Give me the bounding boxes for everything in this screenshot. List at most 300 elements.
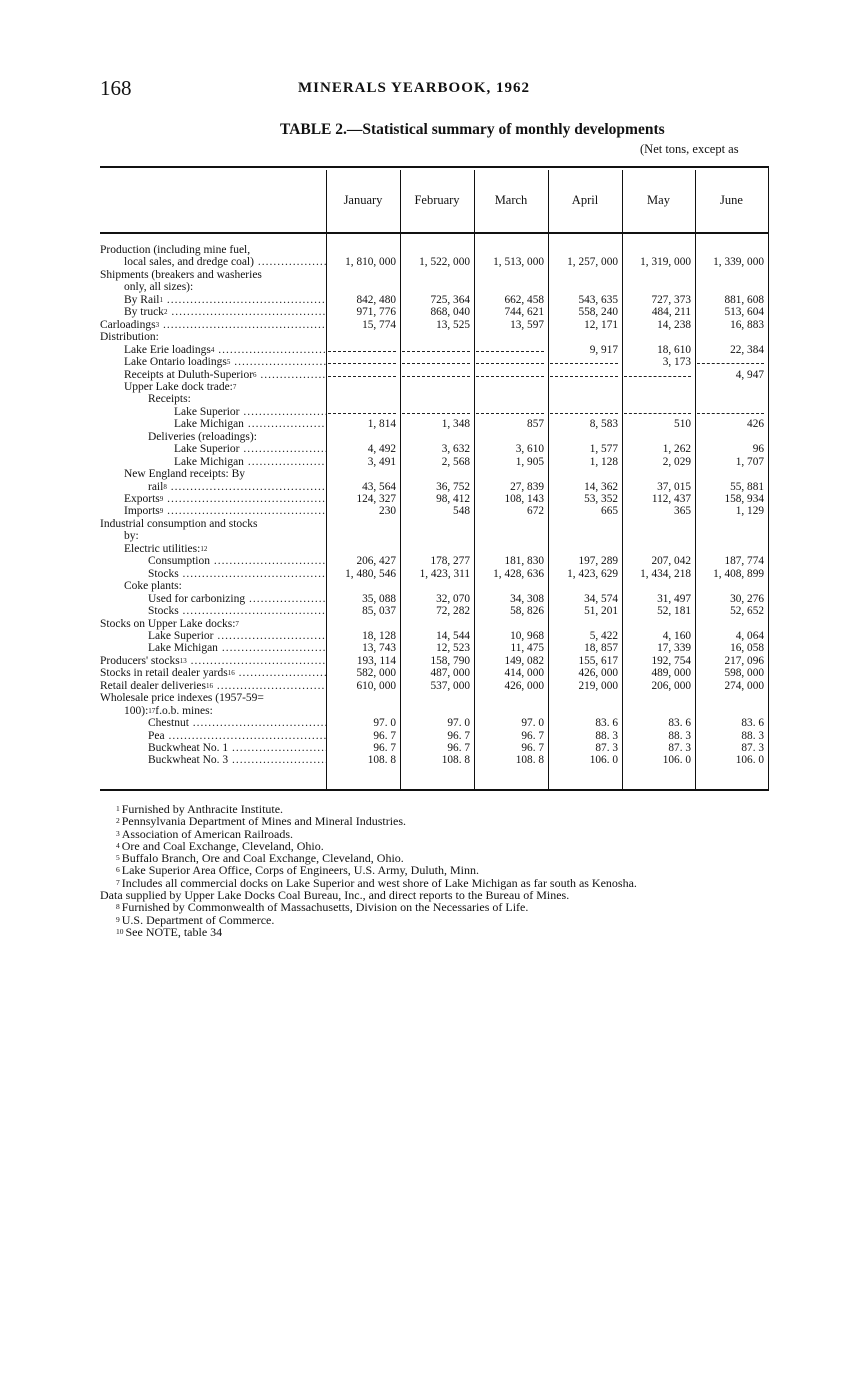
table-cell: 4, 064 — [735, 629, 764, 642]
table-cell: 13, 525 — [436, 318, 470, 331]
table-row — [100, 482, 768, 494]
table-cell: 725, 364 — [430, 293, 470, 306]
table-row — [100, 731, 768, 743]
table-cell: 206, 427 — [356, 555, 396, 568]
table-row — [100, 718, 768, 730]
row-label — [100, 668, 326, 680]
footnote-number: 4 — [116, 840, 120, 850]
table-cell: 96. 7 — [447, 742, 470, 754]
footnote-number: 3 — [116, 828, 120, 838]
table-cell: 96. 7 — [521, 742, 544, 754]
row-label-text: Industrial consumption and stocks — [100, 518, 258, 530]
table-cell: 207, 042 — [651, 555, 691, 568]
table-cell: 27, 839 — [510, 480, 544, 493]
table-row — [100, 706, 768, 718]
table-cell: 537, 000 — [430, 679, 470, 692]
footnote-text: See NOTE, table 34 — [125, 924, 223, 939]
row-label — [100, 755, 326, 767]
table-row — [100, 407, 768, 419]
table-cell: 426, 000 — [504, 679, 544, 692]
table-cell: 55, 881 — [730, 480, 764, 493]
empty-cell-leader — [550, 407, 618, 414]
row-label-text: By Rail — [124, 294, 160, 306]
table-cell: 53, 352 — [584, 493, 618, 505]
empty-cell-leader — [328, 407, 396, 414]
table-cell: 857 — [527, 418, 544, 431]
table-cell: 10, 968 — [510, 629, 544, 642]
table-cell: 2, 029 — [662, 455, 691, 468]
empty-cell-leader — [476, 357, 544, 364]
footnote-text: Association of American Railroads. — [121, 826, 294, 841]
table-cell: 219, 000 — [578, 679, 618, 692]
row-label — [100, 569, 326, 581]
row-label-text: Producers' stocks — [100, 655, 180, 667]
column-header: May — [647, 193, 670, 207]
table-cell: 37, 015 — [657, 480, 691, 493]
table-cell: 487, 000 — [430, 667, 470, 680]
table-cell: 43, 564 — [362, 480, 396, 493]
table-cell: 34, 574 — [584, 592, 618, 605]
footnote-ref: 7 — [232, 382, 237, 391]
table-cell: 727, 373 — [651, 293, 691, 306]
row-label — [100, 631, 326, 643]
table-cell: 96 — [752, 443, 764, 456]
row-label-text: only, all sizes): — [124, 282, 194, 294]
row-label-text: Stocks — [148, 568, 179, 580]
table-cell: 1, 577 — [589, 443, 618, 456]
table-cell: 16, 883 — [730, 318, 764, 331]
table-row — [100, 432, 768, 444]
table-row — [100, 345, 768, 357]
footnote-text: U.S. Department of Commerce. — [121, 912, 275, 927]
table-cell: 149, 082 — [504, 654, 544, 667]
table-cell: 868, 040 — [430, 306, 470, 319]
row-label-text: by: — [124, 531, 139, 543]
table-cell: 96. 7 — [447, 729, 470, 742]
table-cell: 744, 621 — [504, 306, 544, 319]
row-label — [100, 332, 326, 344]
footnote-text: Lake Superior Area Office, Corps of Engineers, U.S. Army, Duluth, Minn. — [121, 863, 480, 878]
table-row — [100, 681, 768, 693]
footnote-ref: 12 — [200, 544, 208, 553]
table-cell: 85, 037 — [362, 605, 396, 618]
table-cell: 187, 774 — [724, 555, 764, 568]
table-row — [100, 394, 768, 406]
row-label-text: Consumption — [148, 556, 210, 568]
table-cell: 31, 497 — [657, 592, 691, 605]
table-cell: 665 — [601, 505, 618, 518]
table-cell: 88. 3 — [741, 729, 764, 742]
table-cell: 112, 437 — [651, 493, 691, 505]
empty-cell-leader — [402, 345, 470, 352]
table-cell: 197, 289 — [578, 555, 618, 568]
row-label-text: Receipts at Duluth-Superior — [124, 369, 254, 381]
footnote-ref: 3 — [155, 320, 160, 329]
row-label-text: Receipts: — [148, 394, 191, 406]
empty-cell-leader — [476, 345, 544, 352]
footnote-text: Pennsylvania Department of Mines and Mineral Industries. — [121, 814, 407, 829]
table-cell: 72, 282 — [436, 605, 470, 618]
table-cell: 87. 3 — [741, 742, 764, 754]
row-label — [100, 619, 326, 631]
footnote-ref: 9 — [159, 495, 164, 503]
row-label — [100, 706, 326, 718]
row-label-text: Chestnut — [148, 718, 189, 730]
footnote-ref: 4 — [210, 345, 215, 354]
footnote-ref: 6 — [253, 370, 257, 379]
row-label-text: New England receipts: By — [124, 469, 246, 481]
table-row — [100, 307, 768, 319]
table-cell: 13, 743 — [362, 642, 396, 655]
footnote-ref: 9 — [159, 507, 164, 516]
empty-cell-leader — [624, 407, 691, 414]
row-label-text: Distribution: — [100, 332, 159, 344]
table-cell: 12, 523 — [436, 642, 470, 655]
table-row — [100, 357, 768, 369]
row-label-text: Lake Michigan — [174, 419, 244, 431]
table-row — [100, 631, 768, 643]
footnote — [100, 926, 780, 938]
table-row — [100, 295, 768, 307]
table-cell: 18, 128 — [362, 629, 396, 642]
table-cell: 1, 814 — [367, 418, 396, 431]
table-cell: 124, 327 — [356, 493, 396, 505]
column-header: February — [414, 193, 460, 207]
table-row — [100, 619, 768, 631]
column-header: March — [494, 193, 528, 207]
table-cell: 1, 707 — [735, 455, 764, 468]
table-row — [100, 519, 768, 531]
row-label-text: Exports — [124, 494, 160, 505]
row-label-text: Upper Lake dock trade: — [124, 381, 233, 393]
footnotes — [100, 803, 780, 938]
table-cell: 108. 8 — [515, 754, 544, 767]
footnote-text: Includes all commercial docks on Lake Superior and west shore of Lake Michigan as far south as Kenosha. — [121, 875, 637, 890]
row-label — [100, 382, 326, 394]
table-cell: 181, 830 — [504, 555, 544, 568]
row-label-text: Used for carbonizing — [148, 593, 246, 605]
table-cell: 842, 480 — [356, 293, 396, 306]
table-cell: 217, 096 — [724, 654, 764, 667]
table-cell: 3, 491 — [367, 455, 396, 468]
footnote-number: 7 — [116, 877, 120, 887]
table-row — [100, 755, 768, 767]
table-cell: 543, 635 — [578, 293, 618, 306]
table-cell: 34, 308 — [510, 592, 544, 605]
row-label-text: Stocks in retail dealer yards — [100, 668, 228, 680]
table-cell: 426, 000 — [578, 667, 618, 680]
table-cell: 88. 3 — [595, 729, 618, 742]
table-cell: 1, 129 — [735, 505, 764, 518]
empty-cell-leader — [697, 357, 764, 364]
table-row — [100, 419, 768, 431]
table-cell: 230 — [379, 505, 396, 518]
row-label — [100, 693, 326, 705]
table-cell: 5, 422 — [589, 629, 618, 642]
table-cell: 14, 238 — [657, 318, 691, 331]
table-row — [100, 743, 768, 755]
table-row — [100, 594, 768, 606]
table-cell: 484, 211 — [651, 306, 691, 319]
table-row — [100, 569, 768, 581]
table-cell: 97. 0 — [521, 717, 544, 730]
table-row — [100, 332, 768, 344]
table-cell: 1, 428, 636 — [493, 567, 544, 580]
table-cell: 32, 070 — [436, 592, 470, 605]
table-cell: 598, 000 — [724, 667, 764, 680]
row-label — [100, 519, 326, 531]
table-cell: 1, 423, 629 — [567, 567, 618, 580]
column-header: June — [720, 193, 743, 207]
row-label — [100, 394, 326, 406]
table-cell: 489, 000 — [651, 667, 691, 680]
table-cell: 16, 058 — [730, 642, 764, 655]
table-cell: 12, 171 — [584, 318, 618, 331]
footnote-text: Furnished by Commonwealth of Massachusetts, Division on the Necessaries of Life. — [121, 900, 529, 915]
footnote-ref: 16 — [227, 669, 235, 678]
table-row — [100, 531, 768, 543]
table-cell: 1, 522, 000 — [419, 256, 470, 269]
table-cell: 8, 583 — [589, 418, 618, 431]
table-cell: 18, 610 — [657, 343, 691, 356]
footnote-ref: 8 — [163, 482, 167, 491]
table-cell: 11, 475 — [510, 642, 544, 655]
column-divider — [768, 166, 769, 791]
table-cell: 9, 917 — [589, 343, 618, 356]
footnote-ref: 16 — [206, 681, 214, 690]
table-cell: 58, 826 — [510, 605, 544, 618]
row-label — [100, 681, 326, 693]
table-cell: 52, 181 — [657, 605, 691, 618]
table-cell: 513, 604 — [724, 306, 764, 319]
table-cell: 426 — [747, 418, 764, 431]
table-row — [100, 469, 768, 481]
table-cell: 662, 458 — [504, 293, 544, 306]
footnote-number: 2 — [116, 816, 120, 826]
table-cell: 83. 6 — [595, 717, 618, 730]
row-label-text: Lake Michigan — [148, 643, 218, 655]
table-cell: 1, 513, 000 — [493, 256, 544, 269]
table-row — [100, 544, 768, 556]
table-cell: 3, 610 — [515, 443, 544, 456]
footnote-number: 8 — [116, 902, 120, 912]
row-label-text: Wholesale price indexes (1957-59= — [100, 693, 264, 705]
table-cell: 87. 3 — [668, 742, 691, 754]
row-label-text: Electric utilities: — [124, 543, 201, 555]
row-label — [100, 432, 326, 444]
table-cell: 192, 754 — [651, 654, 691, 667]
table-cell: 1, 262 — [662, 443, 691, 456]
row-label-text: Coke plants: — [124, 581, 182, 593]
footnote-text: Ore and Coal Exchange, Cleveland, Ohio. — [121, 838, 324, 853]
row-label — [100, 556, 326, 568]
row-label — [100, 718, 326, 730]
row-label — [100, 245, 326, 257]
table-cell: 582, 000 — [356, 667, 396, 680]
row-label — [100, 743, 326, 755]
footnote-ref: 2 — [163, 308, 168, 317]
table-cell: 13, 597 — [510, 318, 544, 331]
table-cell: 193, 114 — [356, 654, 396, 667]
column-header: April — [571, 193, 599, 207]
empty-cell-leader — [402, 407, 470, 414]
table-cell: 672 — [527, 505, 544, 518]
row-label-text: local sales, and dredge coal) — [124, 257, 254, 269]
table-cell: 4, 492 — [367, 443, 396, 456]
footnote-number: 5 — [116, 853, 120, 863]
row-label — [100, 444, 326, 456]
table-cell: 88. 3 — [668, 729, 691, 742]
table-cell: 96. 7 — [373, 729, 396, 742]
table-cell: 96. 7 — [521, 729, 544, 742]
footnote-number: 6 — [116, 865, 120, 875]
table-cell: 51, 201 — [584, 605, 618, 618]
row-label — [100, 282, 326, 294]
empty-cell-leader — [402, 357, 470, 364]
row-label — [100, 594, 326, 606]
table-cell: 52, 652 — [730, 605, 764, 618]
table-row — [100, 457, 768, 469]
table-subtitle: (Net tons, except as — [640, 142, 739, 156]
row-label-text: Buckwheat No. 3 — [148, 755, 229, 767]
footnote-ref: 5 — [226, 358, 231, 367]
table-title: TABLE 2.—Statistical summary of monthly developments — [280, 121, 665, 138]
table-cell: 36, 752 — [436, 480, 470, 493]
table-cell: 4, 947 — [735, 368, 764, 381]
empty-cell-leader — [697, 407, 764, 414]
table-row — [100, 556, 768, 568]
table-bottom-rule — [100, 789, 768, 791]
empty-cell-leader — [476, 370, 544, 377]
table-top-rule — [100, 166, 768, 168]
table-cell: 98, 412 — [436, 493, 470, 505]
row-label — [100, 270, 326, 282]
empty-cell-leader — [550, 370, 618, 377]
row-label-text: Retail dealer deliveries — [100, 680, 207, 692]
table-row — [100, 270, 768, 282]
row-label-text: Lake Superior — [148, 630, 214, 642]
footnote-number: 9 — [116, 914, 120, 924]
table-row — [100, 581, 768, 593]
table-row — [100, 282, 768, 294]
running-head: MINERALS YEARBOOK, 1962 — [298, 80, 531, 96]
table-cell: 881, 608 — [724, 293, 764, 306]
footnote-text: Data supplied by Upper Lake Docks Coal Bureau, Inc., and direct reports to the Bureau of Mines. — [100, 888, 570, 903]
table-row — [100, 643, 768, 655]
table-cell: 106. 0 — [662, 754, 691, 767]
table-row — [100, 656, 768, 668]
row-label — [100, 407, 326, 419]
table-cell: 1, 348 — [441, 418, 470, 431]
table-cell: 1, 408, 899 — [713, 567, 764, 580]
row-label-text: Lake Superior — [174, 406, 240, 418]
row-label — [100, 457, 326, 469]
empty-cell-leader — [550, 357, 618, 364]
empty-cell-leader — [624, 370, 691, 377]
page-number: 168 — [100, 76, 132, 100]
row-label — [100, 606, 326, 618]
table-row — [100, 606, 768, 618]
table-cell: 414, 000 — [504, 667, 544, 680]
row-label — [100, 357, 326, 369]
row-label — [100, 544, 326, 556]
row-label — [100, 482, 326, 494]
row-label — [100, 370, 326, 382]
table-cell: 108. 8 — [367, 754, 396, 767]
table-cell: 365 — [674, 505, 691, 518]
table-cell: 3, 173 — [662, 356, 691, 369]
row-label — [100, 307, 326, 319]
row-label-text: Stocks on Upper Lake docks: — [100, 618, 236, 630]
row-label-text: Lake Superior — [174, 444, 240, 456]
table-cell: 87. 3 — [595, 742, 618, 754]
row-label-text: Lake Erie loadings — [124, 344, 211, 356]
table-cell: 2, 568 — [441, 455, 470, 468]
footnote-ref: 7 — [235, 619, 239, 628]
empty-cell-leader — [328, 357, 396, 364]
table-cell: 106. 0 — [589, 754, 618, 767]
table-cell: 97. 0 — [373, 717, 396, 730]
table-cell: 158, 790 — [430, 654, 470, 667]
table-cell: 14, 544 — [436, 629, 470, 642]
row-label — [100, 581, 326, 593]
table-cell: 1, 810, 000 — [345, 256, 396, 269]
footnote-number: 10 — [116, 926, 124, 936]
footnote-text: Furnished by Anthracite Institute. — [121, 802, 284, 816]
row-label-text: Imports — [124, 506, 160, 518]
row-label-text: 100): — [124, 705, 149, 717]
table-cell: 35, 088 — [362, 592, 396, 605]
table-row — [100, 494, 768, 506]
table-cell: 108, 143 — [504, 493, 544, 505]
table-cell: 155, 617 — [578, 654, 618, 667]
table-row — [100, 506, 768, 518]
table-cell: 15, 774 — [362, 318, 396, 331]
row-label-text: Pea — [148, 730, 165, 742]
table-cell: 106. 0 — [735, 754, 764, 767]
table-cell: 4, 160 — [662, 629, 691, 642]
row-label-text: By truck — [124, 307, 164, 319]
table-row — [100, 245, 768, 257]
table-cell: 1, 480, 546 — [345, 567, 396, 580]
table-cell: 1, 128 — [589, 455, 618, 468]
empty-cell-leader — [402, 370, 470, 377]
footnote-text: Buffalo Branch, Ore and Coal Exchange, Cleveland, Ohio. — [121, 851, 404, 866]
table-cell: 30, 276 — [730, 592, 764, 605]
table-header-rule — [100, 232, 768, 234]
table-row — [100, 668, 768, 680]
table-cell: 1, 905 — [515, 455, 544, 468]
footnote-ref: 1 — [159, 295, 163, 304]
row-label — [100, 320, 326, 332]
table-cell: 83. 6 — [668, 717, 691, 730]
row-label — [100, 643, 326, 655]
row-label — [100, 506, 326, 518]
row-label — [100, 295, 326, 307]
table-cell: 3, 632 — [441, 443, 470, 456]
table-row — [100, 444, 768, 456]
row-label — [100, 494, 326, 506]
row-label-text: Buckwheat No. 1 — [148, 743, 229, 754]
table-cell: 1, 319, 000 — [640, 256, 691, 269]
table-cell: 108. 8 — [441, 754, 470, 767]
row-label-text: Production (including mine fuel, — [100, 245, 251, 256]
table-cell: 610, 000 — [356, 679, 396, 692]
row-label — [100, 731, 326, 743]
table-row — [100, 382, 768, 394]
table-row — [100, 693, 768, 705]
table-cell: 158, 934 — [724, 493, 764, 505]
